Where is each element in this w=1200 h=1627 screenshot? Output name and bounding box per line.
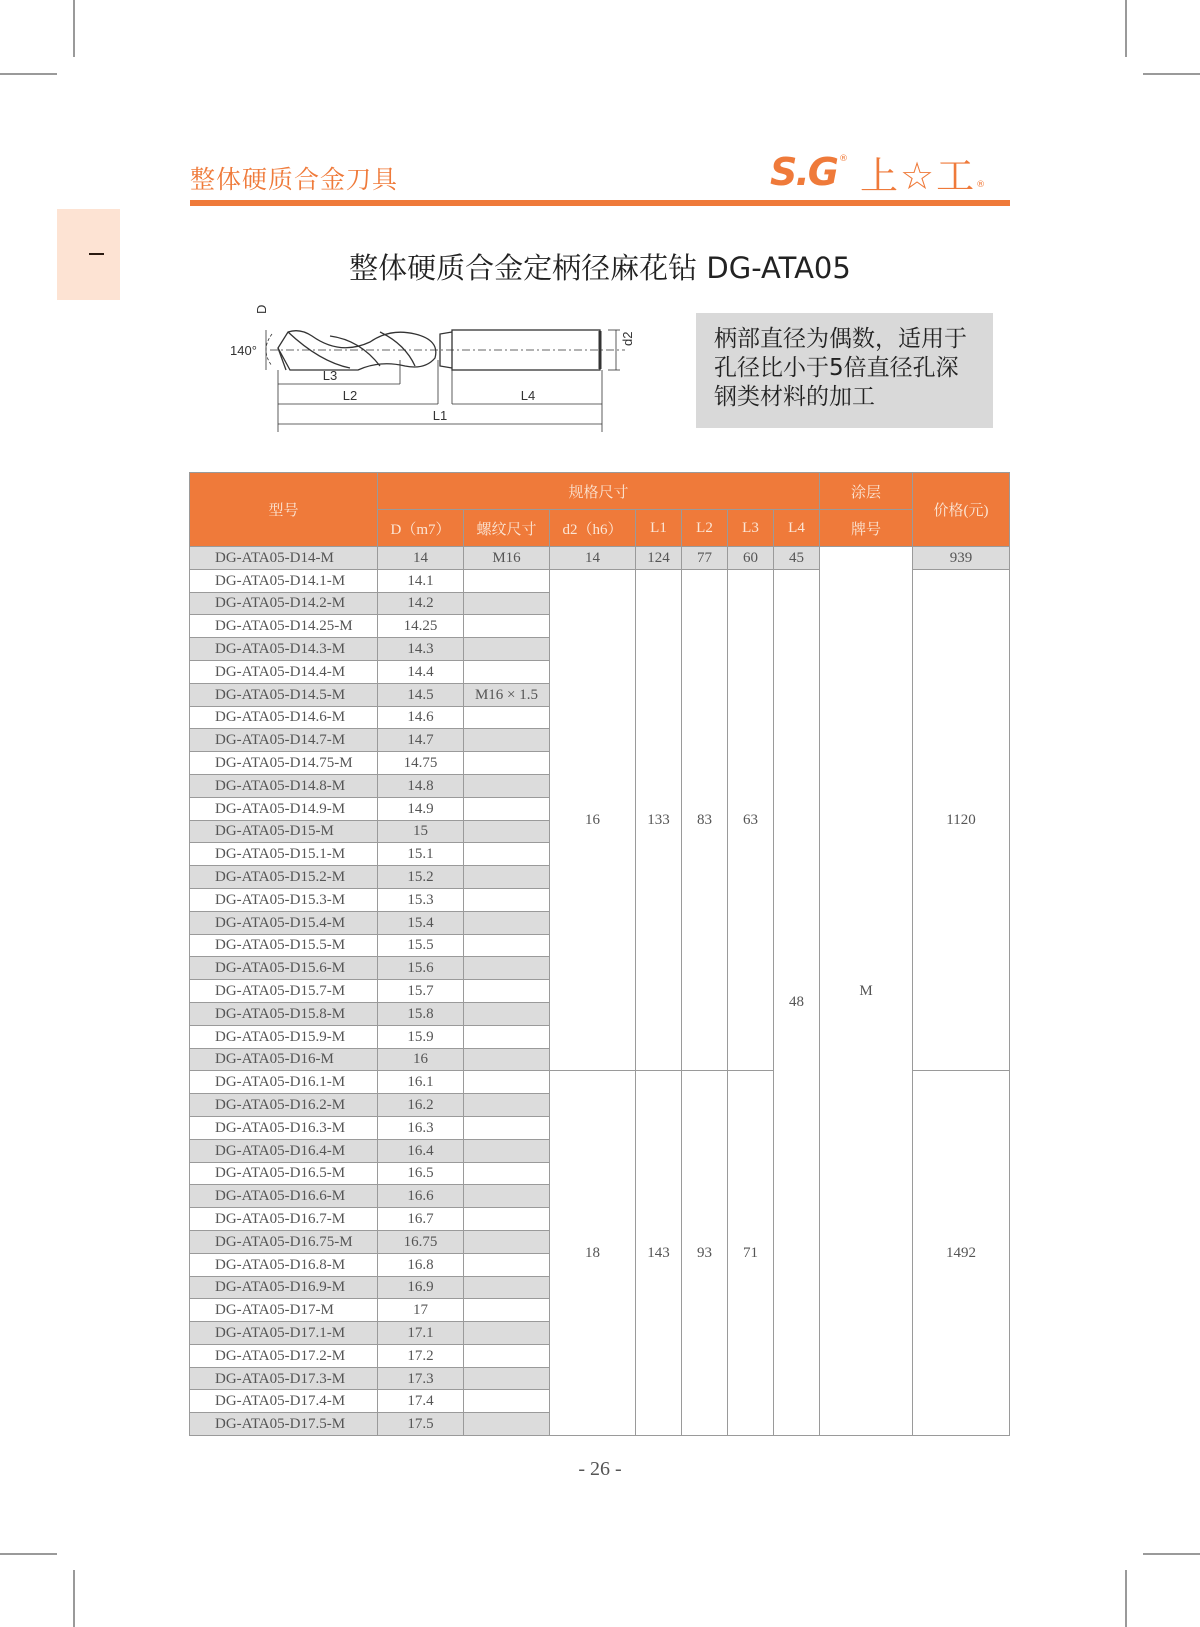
table-row: DG-ATA05-D16.3-M 16.3 [190, 1116, 1010, 1139]
table-row: DG-ATA05-D16.75-M 16.75 [190, 1230, 1010, 1253]
table-row: DG-ATA05-D14.9-M 14.9 [190, 797, 1010, 820]
group1-L1: 133 [636, 569, 682, 1071]
group2-L2: 93 [682, 1071, 728, 1436]
group2-L1: 143 [636, 1071, 682, 1436]
table-row: DG-ATA05-D16.6-M 16.6 [190, 1185, 1010, 1208]
table-row: DG-ATA05-D15.7-M 15.7 [190, 980, 1010, 1003]
header-d2: d2（h6） [550, 510, 636, 547]
table-row: DG-ATA05-D16.4-M 16.4 [190, 1139, 1010, 1162]
table-row: DG-ATA05-D17.3-M 17.3 [190, 1367, 1010, 1390]
page-number: - 26 - [578, 1458, 622, 1480]
crop-mark [0, 73, 57, 75]
crop-mark [0, 1553, 57, 1555]
table-row: DG-ATA05-D15.1-M 15.1 [190, 843, 1010, 866]
table-row: DG-ATA05-D15.5-M 15.5 [190, 934, 1010, 957]
header-spec-group: 规格尺寸 [378, 473, 820, 510]
crop-mark [73, 1570, 75, 1627]
table-row: DG-ATA05-D15.9-M 15.9 [190, 1025, 1010, 1048]
header-grade: 牌号 [820, 510, 913, 547]
table-row: DG-ATA05-D14-M 14 M16 14 124 77 60 45 M 939 [190, 547, 1010, 570]
crop-mark [1143, 73, 1200, 75]
crop-mark [73, 0, 75, 57]
table-row: DG-ATA05-D15.6-M 15.6 [190, 957, 1010, 980]
header-L1: L1 [636, 510, 682, 547]
table-row: DG-ATA05-D14.8-M 14.8 [190, 774, 1010, 797]
group2-L3: 71 [728, 1071, 774, 1436]
drill-drawing [230, 300, 640, 442]
table-row: DG-ATA05-D15.4-M 15.4 [190, 911, 1010, 934]
group1-L3: 63 [728, 569, 774, 1071]
header-price: 价格(元) [913, 473, 1010, 547]
shared-L4: 48 [774, 569, 820, 1435]
table-row: DG-ATA05-D17.1-M 17.1 [190, 1322, 1010, 1345]
table-row: DG-ATA05-D14.25-M 14.25 [190, 615, 1010, 638]
logo-sg: S.G [770, 150, 837, 194]
header-divider [190, 200, 1010, 206]
table-row: DG-ATA05-D14.2-M 14.2 [190, 592, 1010, 615]
table-row: DG-ATA05-D14.75-M 14.75 [190, 752, 1010, 775]
header-L2: L2 [682, 510, 728, 547]
table-row: DG-ATA05-D14.7-M 14.7 [190, 729, 1010, 752]
header-coating: 涂层 [820, 473, 913, 510]
table-row: DG-ATA05-D16.9-M 16.9 [190, 1276, 1010, 1299]
table-row: DG-ATA05-D16.8-M 16.8 [190, 1253, 1010, 1276]
header-thread: 螺纹尺寸 [464, 510, 550, 547]
registered-icon: ® [976, 180, 986, 190]
group1-d2: 16 [550, 569, 636, 1071]
table-row: DG-ATA05-D15.2-M 15.2 [190, 866, 1010, 889]
table-row: DG-ATA05-D14.6-M 14.6 [190, 706, 1010, 729]
page-title: 整体硬质合金定柄径麻花钻 DG-ATA05 [349, 251, 851, 285]
group1-L2: 83 [682, 569, 728, 1071]
header-L3: L3 [728, 510, 774, 547]
table-row: DG-ATA05-D17.2-M 17.2 [190, 1344, 1010, 1367]
crop-mark [1143, 1553, 1200, 1555]
table-row: DG-ATA05-D16.2-M 16.2 [190, 1094, 1010, 1117]
spec-table [189, 472, 1010, 1436]
crop-mark [1125, 1570, 1127, 1627]
note-box: 柄部直径为偶数，适用于孔径比小于5倍直径孔深钢类材料的加工 [696, 313, 993, 428]
svg-text:D: D [254, 304, 269, 314]
svg-text:L1: L1 [432, 408, 448, 423]
group1-price: 1120 [913, 569, 1010, 1071]
crop-mark [1125, 0, 1127, 57]
group2-price: 1492 [913, 1071, 1010, 1436]
svg-text:L2: L2 [342, 388, 358, 403]
svg-text:140°: 140° [230, 343, 257, 358]
table-row: DG-ATA05-D15.3-M 15.3 [190, 888, 1010, 911]
table-row: DG-ATA05-D14.4-M 14.4 [190, 660, 1010, 683]
table-row: DG-ATA05-D17-M 17 [190, 1299, 1010, 1322]
header-model: 型号 [190, 473, 378, 547]
svg-text:L4: L4 [520, 388, 536, 403]
svg-text:d2: d2 [620, 331, 635, 346]
logo-cn: 上☆工 [860, 153, 977, 198]
group2-d2: 18 [550, 1071, 636, 1436]
table-row: DG-ATA05-D17.4-M 17.4 [190, 1390, 1010, 1413]
header-L4: L4 [774, 510, 820, 547]
table-row: DG-ATA05-D14.1-M 14.1 16 133 83 63 48 1120 [190, 569, 1010, 592]
table-row: DG-ATA05-D15.8-M 15.8 [190, 1002, 1010, 1025]
svg-text:L3: L3 [322, 368, 338, 383]
brand-logo [770, 150, 986, 198]
table-row: DG-ATA05-D15-M 15 [190, 820, 1010, 843]
table-row: DG-ATA05-D16.5-M 16.5 [190, 1162, 1010, 1185]
table-row: DG-ATA05-D16.7-M 16.7 [190, 1208, 1010, 1231]
table-row: DG-ATA05-D14.5-M 14.5 M16 × 1.5 [190, 683, 1010, 706]
table-row: DG-ATA05-D16-M 16 [190, 1048, 1010, 1071]
table-row: DG-ATA05-D16.1-M 16.1 18 143 93 71 1492 [190, 1071, 1010, 1094]
coating-cell: M [820, 547, 913, 1436]
table-row: DG-ATA05-D14.3-M 14.3 [190, 638, 1010, 661]
section-title: 整体硬质合金刀具 [190, 165, 399, 194]
header-D: D（m7） [378, 510, 464, 547]
registered-icon: ® [839, 154, 848, 164]
table-row: DG-ATA05-D17.5-M 17.5 [190, 1413, 1010, 1436]
